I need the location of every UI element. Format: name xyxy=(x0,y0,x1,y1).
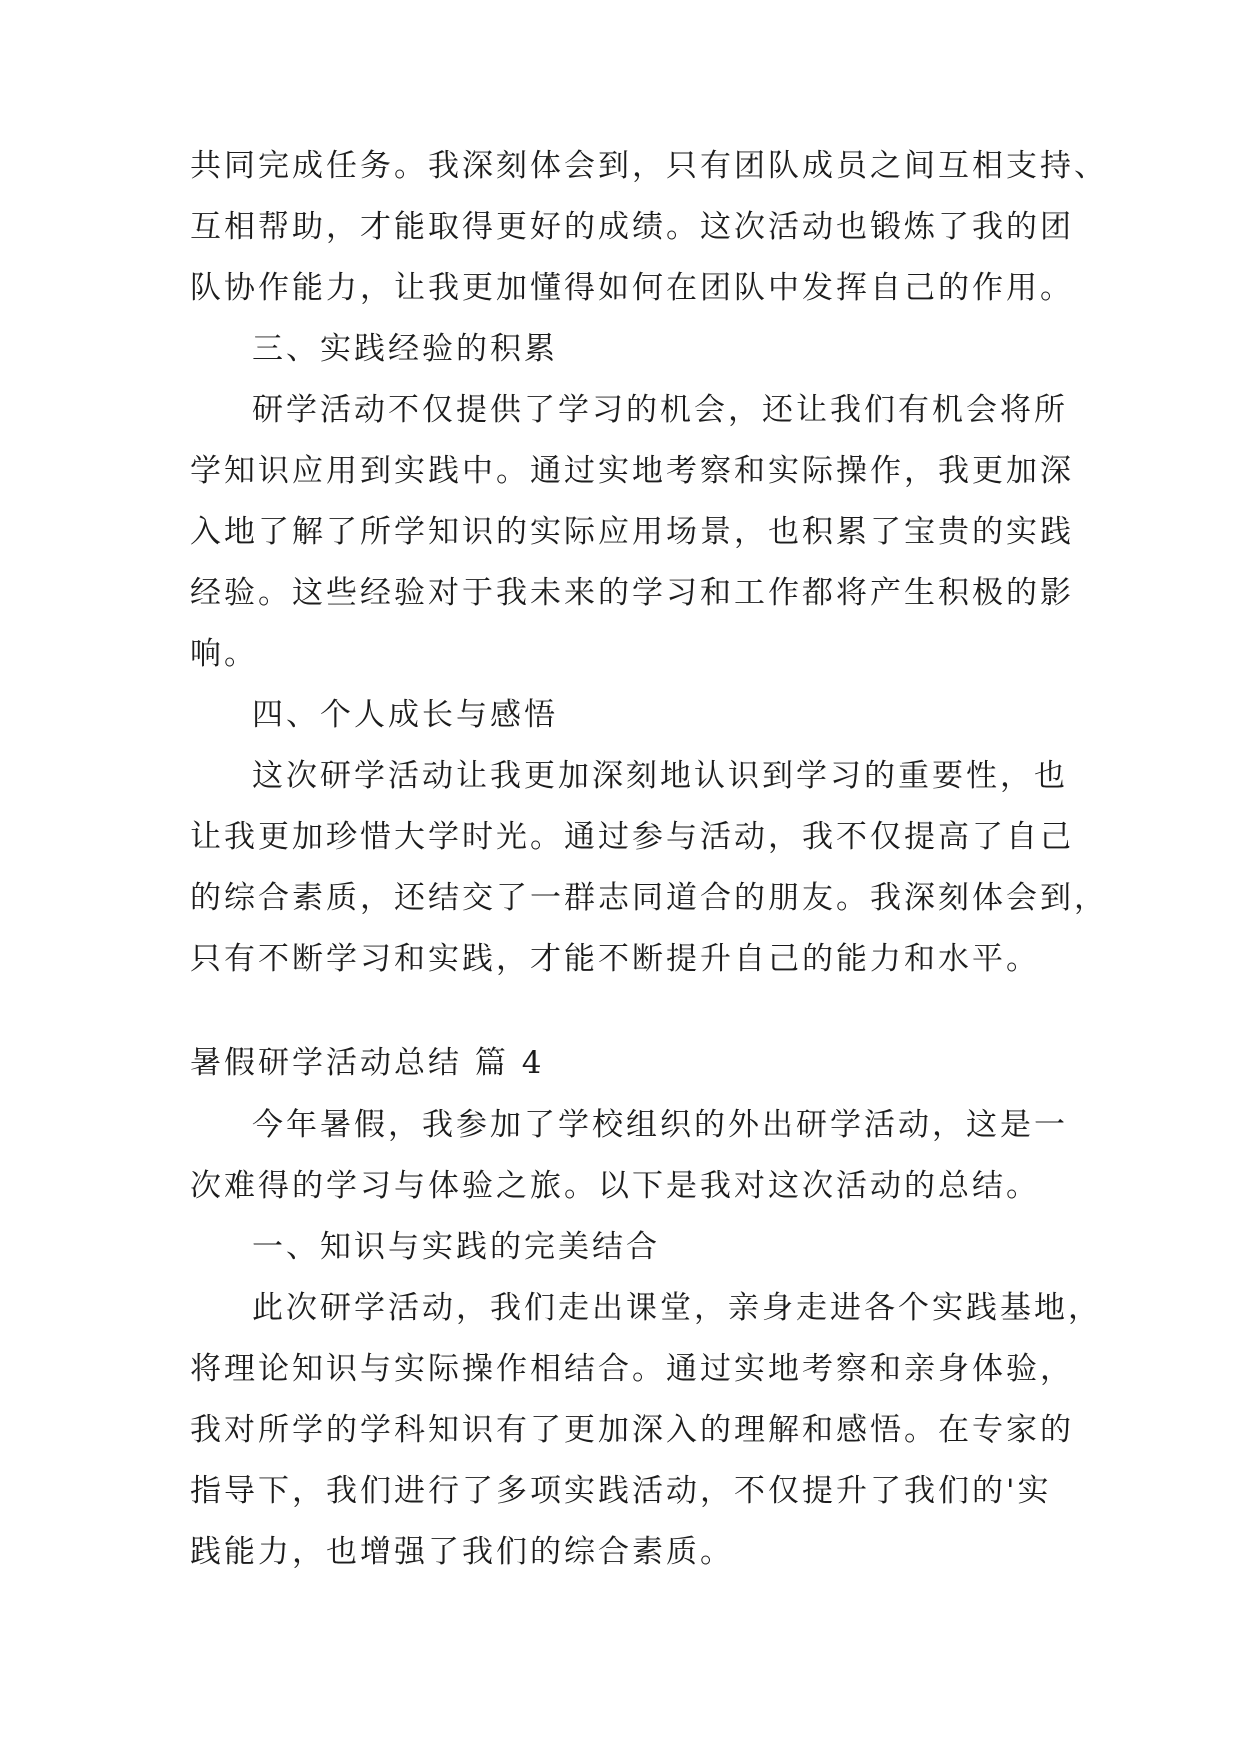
paragraph-line: 经验。这些经验对于我未来的学习和工作都将产生积极的影 xyxy=(190,575,1074,611)
section-heading: 四、个人成长与感悟 xyxy=(252,697,558,733)
article-title: 暑假研学活动总结 篇 4 xyxy=(190,1045,545,1081)
paragraph-line: 践能力，也增强了我们的综合素质。 xyxy=(190,1534,734,1570)
paragraph-line: 今年暑假，我参加了学校组织的外出研学活动，这是一 xyxy=(252,1107,1068,1143)
section-heading: 一、知识与实践的完美结合 xyxy=(252,1229,660,1265)
section-heading: 三、实践经验的积累 xyxy=(252,331,558,367)
paragraph-line: 共同完成任务。我深刻体会到，只有团队成员之间互相支持、 xyxy=(190,148,1108,184)
paragraph-line: 队协作能力，让我更加懂得如何在团队中发挥自己的作用。 xyxy=(190,270,1074,306)
paragraph-line: 这次研学活动让我更加深刻地认识到学习的重要性，也 xyxy=(252,758,1068,794)
paragraph-line: 学知识应用到实践中。通过实地考察和实际操作，我更加深 xyxy=(190,453,1074,489)
paragraph-line: 入地了解了所学知识的实际应用场景，也积累了宝贵的实践 xyxy=(190,514,1074,550)
paragraph-line: 的综合素质，还结交了一群志同道合的朋友。我深刻体会到， xyxy=(190,880,1108,916)
paragraph-line: 此次研学活动，我们走出课堂，亲身走进各个实践基地， xyxy=(252,1290,1102,1326)
paragraph-line: 响。 xyxy=(190,636,258,672)
paragraph-line: 研学活动不仅提供了学习的机会，还让我们有机会将所 xyxy=(252,392,1068,428)
paragraph-line: 次难得的学习与体验之旅。以下是我对这次活动的总结。 xyxy=(190,1168,1040,1204)
paragraph-line: 互相帮助，才能取得更好的成绩。这次活动也锻炼了我的团 xyxy=(190,209,1074,245)
paragraph-line: 只有不断学习和实践，才能不断提升自己的能力和水平。 xyxy=(190,941,1040,977)
paragraph-line: 让我更加珍惜大学时光。通过参与活动，我不仅提高了自己 xyxy=(190,819,1074,855)
paragraph-line: 我对所学的学科知识有了更加深入的理解和感悟。在专家的 xyxy=(190,1412,1074,1448)
paragraph-line: 将理论知识与实际操作相结合。通过实地考察和亲身体验， xyxy=(190,1351,1074,1387)
paragraph-line: 指导下，我们进行了多项实践活动，不仅提升了我们的'实 xyxy=(190,1473,1052,1509)
